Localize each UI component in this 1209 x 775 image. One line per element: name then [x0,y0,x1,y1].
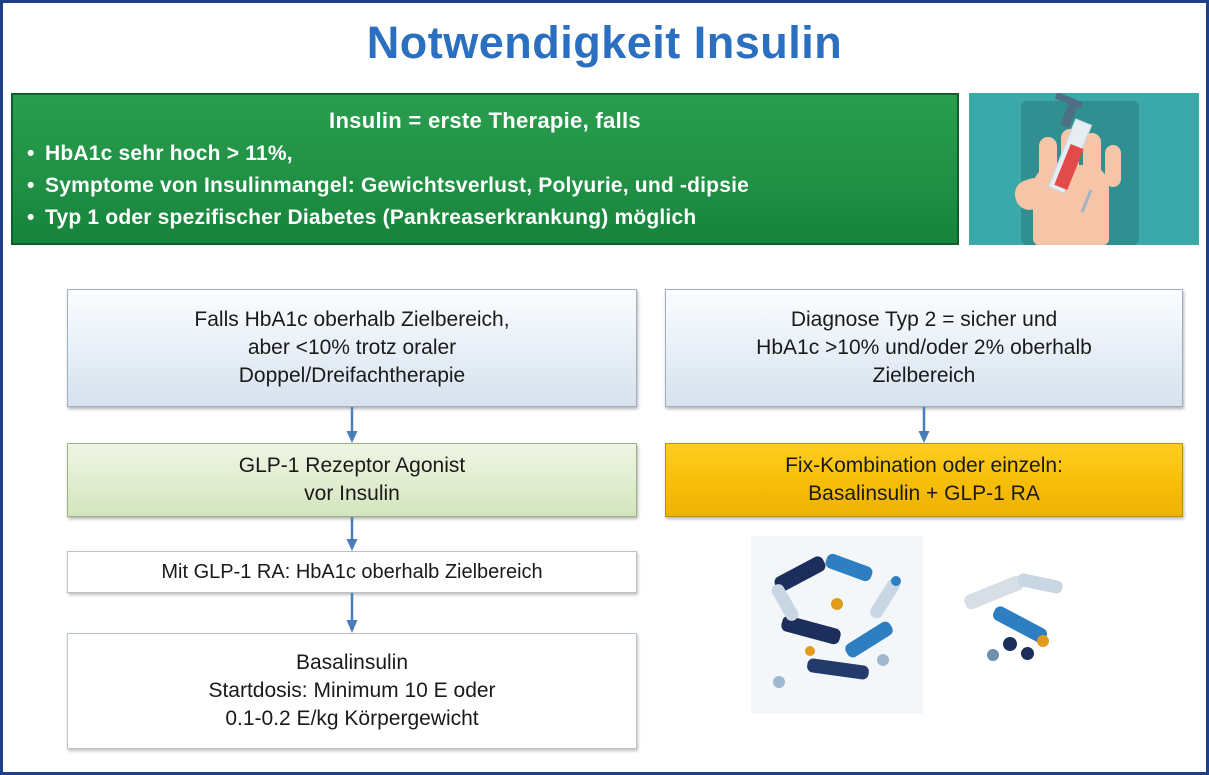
bullet-marker: • [27,206,35,229]
flow-box-glp1-before-insulin-line-1: GLP-1 Rezeptor Agonist [238,454,466,478]
bullet-marker: • [27,142,35,165]
banner-bullet-2-text: Symptome von Insulinmangel: Gewichtsverlust, Polyurie, und -dipsie [45,174,749,197]
flow-box-basal-insulin-dose-line-2: Startdosis: Minimum 10 E oder [208,679,496,703]
atom [987,649,999,661]
flow-box-glp1-above-target [67,551,637,593]
flow-box-fix-combination [665,443,1183,517]
banner-heading: Insulin = erste Therapie, falls [329,108,641,133]
flow-box-fix-combination-line-2: Basalinsulin + GLP-1 RA [808,482,1040,505]
atom [1003,637,1017,651]
hand-holding-syringe-icon [969,93,1199,245]
flow-box-basal-insulin-dose-line-3: 0.1-0.2 E/kg Körpergewicht [225,706,479,730]
flow-box-type2-certain-line-1: Diagnose Typ 2 = sicher und [790,308,1058,332]
flow-box-left-criteria [67,289,637,407]
atom [891,576,901,586]
page-title: Notwendigkeit Insulin [366,17,843,68]
flow-box-type2-certain-line-3: Zielbereich [872,363,976,387]
atom [877,654,889,666]
arrow-left-1 [345,407,359,443]
ribbon [843,619,895,659]
atom [831,598,843,610]
arrow-left-2 [345,517,359,551]
bullet-marker: • [27,174,35,197]
flow-box-left-criteria-line-2: aber <10% trotz oraler [247,336,457,360]
ribbon [824,552,874,583]
banner-bullet-1 [27,142,957,166]
insulin-first-therapy-banner [11,93,959,245]
banner-bullet-3 [27,206,957,230]
insulin-hexamer-image [751,536,923,714]
atom [1037,635,1049,647]
atom [1021,647,1034,660]
flow-box-glp1-before-insulin [67,443,637,517]
flow-box-left-criteria-line-3: Doppel/Dreifachtherapie [238,363,466,387]
atom [805,646,815,656]
ribbon [962,574,1025,611]
flow-box-fix-combination-line-1: Fix-Kombination oder einzeln: [785,454,1063,478]
flow-box-type2-certain [665,289,1183,407]
arrow-right-1 [917,407,931,443]
flow-box-type2-certain-line-2: HbA1c >10% und/oder 2% oberhalb [756,336,1092,360]
atom [773,676,785,688]
banner-bullet-1-text: HbA1c sehr hoch > 11%, [45,142,293,165]
arrow-left-3 [345,593,359,633]
flow-box-basal-insulin-dose-line-1: Basalinsulin [295,651,409,675]
banner-bullet-2 [27,174,957,198]
banner-bullet-3-text: Typ 1 oder spezifischer Diabetes (Pankreaserkrankung) möglich [45,206,697,229]
flow-box-glp1-above-target-line-1: Mit GLP-1 RA: HbA1c oberhalb Zielbereich [161,560,543,583]
flow-box-basal-insulin-dose [67,633,637,749]
insulin-monomer-image [945,551,1095,691]
ribbon [1016,572,1064,594]
flow-box-left-criteria-line-1: Falls HbA1c oberhalb Zielbereich, [194,308,510,332]
ribbon [806,658,869,680]
flow-box-glp1-before-insulin-line-2: vor Insulin [304,482,400,505]
